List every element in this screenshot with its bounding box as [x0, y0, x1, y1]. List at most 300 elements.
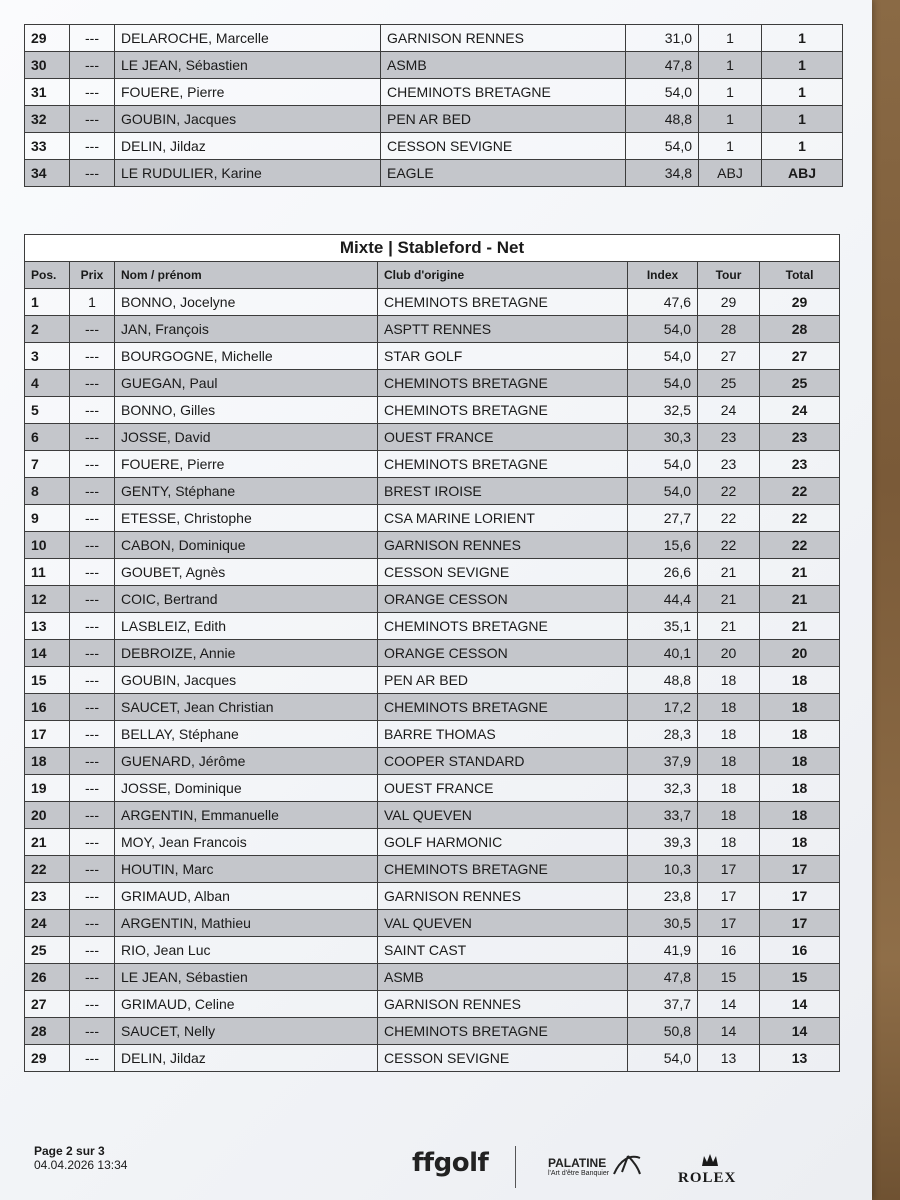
table-row [25, 856, 840, 883]
table-title: Mixte | Stableford - Net [25, 235, 840, 262]
round-score-cell: 15 [698, 964, 760, 991]
total-score-cell: 18 [760, 802, 840, 829]
club-cell: GARNISON RENNES [378, 991, 628, 1018]
prize-cell: --- [70, 343, 115, 370]
player-name-cell: GRIMAUD, Celine [115, 991, 378, 1018]
index-cell: 26,6 [628, 559, 698, 586]
prize-cell: --- [70, 532, 115, 559]
position-cell: 14 [25, 640, 70, 667]
round-score-cell: 22 [698, 478, 760, 505]
position-cell: 24 [25, 910, 70, 937]
index-cell: 23,8 [628, 883, 698, 910]
club-cell: STAR GOLF [378, 343, 628, 370]
prize-cell: --- [70, 451, 115, 478]
club-cell: PEN AR BED [381, 106, 626, 133]
round-score-cell: ABJ [699, 160, 762, 187]
index-cell: 37,7 [628, 991, 698, 1018]
position-cell: 30 [25, 52, 70, 79]
club-cell: CESSON SEVIGNE [378, 1045, 628, 1072]
palatine-emblem-icon [610, 1150, 644, 1180]
total-score-cell: 17 [760, 910, 840, 937]
player-name-cell: LE JEAN, Sébastien [115, 52, 381, 79]
prize-cell: --- [70, 694, 115, 721]
prize-cell: --- [70, 748, 115, 775]
index-cell: 54,0 [628, 370, 698, 397]
player-name-cell: RIO, Jean Luc [115, 937, 378, 964]
table-row [25, 640, 840, 667]
total-score-cell: 22 [760, 505, 840, 532]
index-cell: 31,0 [626, 25, 699, 52]
position-cell: 17 [25, 721, 70, 748]
table-row [25, 397, 840, 424]
club-cell: CSA MARINE LORIENT [378, 505, 628, 532]
position-cell: 32 [25, 106, 70, 133]
table-row [25, 532, 840, 559]
prize-cell: --- [70, 52, 115, 79]
total-score-cell: 21 [760, 613, 840, 640]
table-row [25, 52, 843, 79]
total-score-cell: 13 [760, 1045, 840, 1072]
index-cell: 54,0 [628, 1045, 698, 1072]
prize-cell: --- [70, 478, 115, 505]
position-cell: 29 [25, 1045, 70, 1072]
index-cell: 54,0 [628, 316, 698, 343]
player-name-cell: ARGENTIN, Emmanuelle [115, 802, 378, 829]
position-cell: 18 [25, 748, 70, 775]
table-row [25, 451, 840, 478]
position-cell: 12 [25, 586, 70, 613]
total-score-cell: 1 [762, 106, 843, 133]
club-cell: CHEMINOTS BRETAGNE [378, 451, 628, 478]
club-cell: ORANGE CESSON [378, 640, 628, 667]
total-score-cell: 23 [760, 424, 840, 451]
round-score-cell: 21 [698, 613, 760, 640]
results-table-continued [24, 24, 843, 187]
player-name-cell: BELLAY, Stéphane [115, 721, 378, 748]
prize-cell: 1 [70, 289, 115, 316]
total-score-cell: 25 [760, 370, 840, 397]
player-name-cell: FOUERE, Pierre [115, 451, 378, 478]
prize-cell: --- [70, 397, 115, 424]
club-cell: CHEMINOTS BRETAGNE [378, 397, 628, 424]
header-prix: Prix [70, 262, 115, 289]
total-score-cell: 1 [762, 79, 843, 106]
prize-cell: --- [70, 667, 115, 694]
table-row [25, 106, 843, 133]
total-score-cell: 15 [760, 964, 840, 991]
position-cell: 9 [25, 505, 70, 532]
total-score-cell: 18 [760, 775, 840, 802]
table-row [25, 613, 840, 640]
round-score-cell: 17 [698, 856, 760, 883]
page-number: Page 2 sur 3 [34, 1144, 105, 1158]
table-row [25, 829, 840, 856]
position-cell: 4 [25, 370, 70, 397]
player-name-cell: ARGENTIN, Mathieu [115, 910, 378, 937]
table-row [25, 289, 840, 316]
position-cell: 20 [25, 802, 70, 829]
prize-cell: --- [70, 802, 115, 829]
table-row [25, 79, 843, 106]
club-cell: CHEMINOTS BRETAGNE [378, 856, 628, 883]
round-score-cell: 18 [698, 721, 760, 748]
position-cell: 28 [25, 1018, 70, 1045]
index-cell: 47,8 [626, 52, 699, 79]
prize-cell: --- [70, 829, 115, 856]
round-score-cell: 24 [698, 397, 760, 424]
round-score-cell: 18 [698, 802, 760, 829]
prize-cell: --- [70, 613, 115, 640]
index-cell: 54,0 [626, 79, 699, 106]
index-cell: 10,3 [628, 856, 698, 883]
club-cell: VAL QUEVEN [378, 910, 628, 937]
club-cell: CHEMINOTS BRETAGNE [378, 289, 628, 316]
round-score-cell: 14 [698, 1018, 760, 1045]
club-cell: ASMB [381, 52, 626, 79]
table-row [25, 1018, 840, 1045]
player-name-cell: BONNO, Jocelyne [115, 289, 378, 316]
logo-divider [515, 1146, 516, 1188]
prize-cell: --- [70, 640, 115, 667]
prize-cell: --- [70, 883, 115, 910]
club-cell: COOPER STANDARD [378, 748, 628, 775]
table-row [25, 721, 840, 748]
player-name-cell: COIC, Bertrand [115, 586, 378, 613]
player-name-cell: GOUBET, Agnès [115, 559, 378, 586]
header-club: Club d'origine [378, 262, 628, 289]
round-score-cell: 27 [698, 343, 760, 370]
table-row [25, 910, 840, 937]
index-cell: 47,8 [628, 964, 698, 991]
club-cell: CHEMINOTS BRETAGNE [378, 370, 628, 397]
header-name: Nom / prénom [115, 262, 378, 289]
round-score-cell: 18 [698, 667, 760, 694]
mixte-stableford-net-table [24, 234, 840, 1072]
header-index: Index [628, 262, 698, 289]
prize-cell: --- [70, 79, 115, 106]
round-score-cell: 16 [698, 937, 760, 964]
position-cell: 16 [25, 694, 70, 721]
player-name-cell: SAUCET, Nelly [115, 1018, 378, 1045]
table-row [25, 748, 840, 775]
table-row [25, 25, 843, 52]
prize-cell: --- [70, 721, 115, 748]
position-cell: 33 [25, 133, 70, 160]
index-cell: 27,7 [628, 505, 698, 532]
table-row [25, 478, 840, 505]
index-cell: 54,0 [628, 478, 698, 505]
prize-cell: --- [70, 586, 115, 613]
index-cell: 50,8 [628, 1018, 698, 1045]
position-cell: 15 [25, 667, 70, 694]
total-score-cell: 14 [760, 1018, 840, 1045]
club-cell: CHEMINOTS BRETAGNE [378, 694, 628, 721]
table-row [25, 133, 843, 160]
position-cell: 34 [25, 160, 70, 187]
club-cell: GARNISON RENNES [378, 883, 628, 910]
index-cell: 34,8 [626, 160, 699, 187]
player-name-cell: DELIN, Jildaz [115, 133, 381, 160]
index-cell: 30,3 [628, 424, 698, 451]
prize-cell: --- [70, 25, 115, 52]
rolex-logo: ROLEX [678, 1170, 737, 1186]
prize-cell: --- [70, 937, 115, 964]
player-name-cell: FOUERE, Pierre [115, 79, 381, 106]
club-cell: VAL QUEVEN [378, 802, 628, 829]
table-row [25, 343, 840, 370]
total-score-cell: 24 [760, 397, 840, 424]
club-cell: ASPTT RENNES [378, 316, 628, 343]
club-cell: CHEMINOTS BRETAGNE [378, 1018, 628, 1045]
prize-cell: --- [70, 1018, 115, 1045]
total-score-cell: 14 [760, 991, 840, 1018]
position-cell: 31 [25, 79, 70, 106]
total-score-cell: 27 [760, 343, 840, 370]
player-name-cell: LE RUDULIER, Karine [115, 160, 381, 187]
total-score-cell: 18 [760, 748, 840, 775]
header-tour: Tour [698, 262, 760, 289]
club-cell: OUEST FRANCE [378, 775, 628, 802]
prize-cell: --- [70, 775, 115, 802]
position-cell: 10 [25, 532, 70, 559]
round-score-cell: 22 [698, 532, 760, 559]
round-score-cell: 18 [698, 775, 760, 802]
player-name-cell: BONNO, Gilles [115, 397, 378, 424]
player-name-cell: SAUCET, Jean Christian [115, 694, 378, 721]
round-score-cell: 1 [699, 106, 762, 133]
player-name-cell: DEBROIZE, Annie [115, 640, 378, 667]
round-score-cell: 29 [698, 289, 760, 316]
player-name-cell: BOURGOGNE, Michelle [115, 343, 378, 370]
club-cell: ORANGE CESSON [378, 586, 628, 613]
round-score-cell: 18 [698, 829, 760, 856]
prize-cell: --- [70, 160, 115, 187]
position-cell: 27 [25, 991, 70, 1018]
index-cell: 47,6 [628, 289, 698, 316]
player-name-cell: LE JEAN, Sébastien [115, 964, 378, 991]
index-cell: 54,0 [628, 451, 698, 478]
total-score-cell: 28 [760, 316, 840, 343]
player-name-cell: GOUBIN, Jacques [115, 667, 378, 694]
table-row [25, 802, 840, 829]
player-name-cell: MOY, Jean Francois [115, 829, 378, 856]
club-cell: ASMB [378, 964, 628, 991]
table-row [25, 316, 840, 343]
club-cell: OUEST FRANCE [378, 424, 628, 451]
table-row [25, 991, 840, 1018]
round-score-cell: 17 [698, 910, 760, 937]
player-name-cell: ETESSE, Christophe [115, 505, 378, 532]
position-cell: 19 [25, 775, 70, 802]
round-score-cell: 1 [699, 133, 762, 160]
table-row [25, 964, 840, 991]
prize-cell: --- [70, 505, 115, 532]
round-score-cell: 1 [699, 25, 762, 52]
club-cell: SAINT CAST [378, 937, 628, 964]
position-cell: 11 [25, 559, 70, 586]
round-score-cell: 20 [698, 640, 760, 667]
position-cell: 29 [25, 25, 70, 52]
round-score-cell: 21 [698, 586, 760, 613]
page-footer [34, 1144, 127, 1172]
round-score-cell: 13 [698, 1045, 760, 1072]
round-score-cell: 17 [698, 883, 760, 910]
table-row [25, 424, 840, 451]
position-cell: 1 [25, 289, 70, 316]
prize-cell: --- [70, 370, 115, 397]
index-cell: 48,8 [628, 667, 698, 694]
club-cell: CESSON SEVIGNE [381, 133, 626, 160]
round-score-cell: 25 [698, 370, 760, 397]
round-score-cell: 14 [698, 991, 760, 1018]
position-cell: 21 [25, 829, 70, 856]
club-cell: CESSON SEVIGNE [378, 559, 628, 586]
table-row [25, 775, 840, 802]
position-cell: 8 [25, 478, 70, 505]
club-cell: GARNISON RENNES [378, 532, 628, 559]
palatine-tagline: l'Art d'être Banquier [548, 1170, 610, 1177]
palatine-logo [548, 1156, 609, 1177]
table-row [25, 370, 840, 397]
index-cell: 33,7 [628, 802, 698, 829]
position-cell: 7 [25, 451, 70, 478]
ffgolf-logo: ffgolf [412, 1148, 489, 1178]
rolex-crown-icon [700, 1152, 720, 1170]
header-pos: Pos. [25, 262, 70, 289]
table-row [25, 1045, 840, 1072]
round-score-cell: 1 [699, 79, 762, 106]
index-cell: 15,6 [628, 532, 698, 559]
print-date: 04.04.2026 13:34 [34, 1158, 128, 1172]
club-cell: EAGLE [381, 160, 626, 187]
total-score-cell: 16 [760, 937, 840, 964]
table-row [25, 667, 840, 694]
total-score-cell: 18 [760, 829, 840, 856]
player-name-cell: GRIMAUD, Alban [115, 883, 378, 910]
index-cell: 32,5 [628, 397, 698, 424]
club-cell: CHEMINOTS BRETAGNE [378, 613, 628, 640]
round-score-cell: 22 [698, 505, 760, 532]
player-name-cell: JOSSE, David [115, 424, 378, 451]
position-cell: 6 [25, 424, 70, 451]
total-score-cell: 21 [760, 586, 840, 613]
prize-cell: --- [70, 133, 115, 160]
table-row [25, 937, 840, 964]
index-cell: 44,4 [628, 586, 698, 613]
prize-cell: --- [70, 910, 115, 937]
index-cell: 32,3 [628, 775, 698, 802]
player-name-cell: JOSSE, Dominique [115, 775, 378, 802]
player-name-cell: GENTY, Stéphane [115, 478, 378, 505]
round-score-cell: 23 [698, 451, 760, 478]
index-cell: 35,1 [628, 613, 698, 640]
total-score-cell: 1 [762, 25, 843, 52]
position-cell: 3 [25, 343, 70, 370]
round-score-cell: 1 [699, 52, 762, 79]
player-name-cell: HOUTIN, Marc [115, 856, 378, 883]
total-score-cell: 22 [760, 532, 840, 559]
index-cell: 37,9 [628, 748, 698, 775]
total-score-cell: 22 [760, 478, 840, 505]
palatine-name: PALATINE [548, 1156, 607, 1170]
prize-cell: --- [70, 316, 115, 343]
table-row [25, 160, 843, 187]
round-score-cell: 18 [698, 748, 760, 775]
total-score-cell: 1 [762, 52, 843, 79]
prize-cell: --- [70, 964, 115, 991]
total-score-cell: 17 [760, 856, 840, 883]
index-cell: 17,2 [628, 694, 698, 721]
club-cell: GOLF HARMONIC [378, 829, 628, 856]
total-score-cell: 18 [760, 694, 840, 721]
round-score-cell: 23 [698, 424, 760, 451]
total-score-cell: 17 [760, 883, 840, 910]
club-cell: CHEMINOTS BRETAGNE [381, 79, 626, 106]
position-cell: 23 [25, 883, 70, 910]
total-score-cell: 1 [762, 133, 843, 160]
total-score-cell: 29 [760, 289, 840, 316]
prize-cell: --- [70, 1045, 115, 1072]
table-row [25, 694, 840, 721]
club-cell: PEN AR BED [378, 667, 628, 694]
position-cell: 13 [25, 613, 70, 640]
table-row [25, 559, 840, 586]
player-name-cell: DELIN, Jildaz [115, 1045, 378, 1072]
table-row [25, 586, 840, 613]
club-cell: BARRE THOMAS [378, 721, 628, 748]
total-score-cell: 21 [760, 559, 840, 586]
position-cell: 26 [25, 964, 70, 991]
index-cell: 40,1 [628, 640, 698, 667]
player-name-cell: DELAROCHE, Marcelle [115, 25, 381, 52]
index-cell: 54,0 [626, 133, 699, 160]
position-cell: 5 [25, 397, 70, 424]
round-score-cell: 21 [698, 559, 760, 586]
table-row [25, 505, 840, 532]
header-total: Total [760, 262, 840, 289]
round-score-cell: 18 [698, 694, 760, 721]
position-cell: 22 [25, 856, 70, 883]
player-name-cell: GUENARD, Jérôme [115, 748, 378, 775]
player-name-cell: GUEGAN, Paul [115, 370, 378, 397]
index-cell: 48,8 [626, 106, 699, 133]
prize-cell: --- [70, 856, 115, 883]
index-cell: 28,3 [628, 721, 698, 748]
round-score-cell: 28 [698, 316, 760, 343]
player-name-cell: CABON, Dominique [115, 532, 378, 559]
position-cell: 25 [25, 937, 70, 964]
total-score-cell: ABJ [762, 160, 843, 187]
total-score-cell: 23 [760, 451, 840, 478]
index-cell: 41,9 [628, 937, 698, 964]
prize-cell: --- [70, 991, 115, 1018]
player-name-cell: LASBLEIZ, Edith [115, 613, 378, 640]
index-cell: 30,5 [628, 910, 698, 937]
player-name-cell: GOUBIN, Jacques [115, 106, 381, 133]
club-cell: GARNISON RENNES [381, 25, 626, 52]
club-cell: BREST IROISE [378, 478, 628, 505]
prize-cell: --- [70, 106, 115, 133]
index-cell: 54,0 [628, 343, 698, 370]
prize-cell: --- [70, 559, 115, 586]
player-name-cell: JAN, François [115, 316, 378, 343]
total-score-cell: 18 [760, 721, 840, 748]
total-score-cell: 20 [760, 640, 840, 667]
index-cell: 39,3 [628, 829, 698, 856]
prize-cell: --- [70, 424, 115, 451]
total-score-cell: 18 [760, 667, 840, 694]
table-row [25, 883, 840, 910]
